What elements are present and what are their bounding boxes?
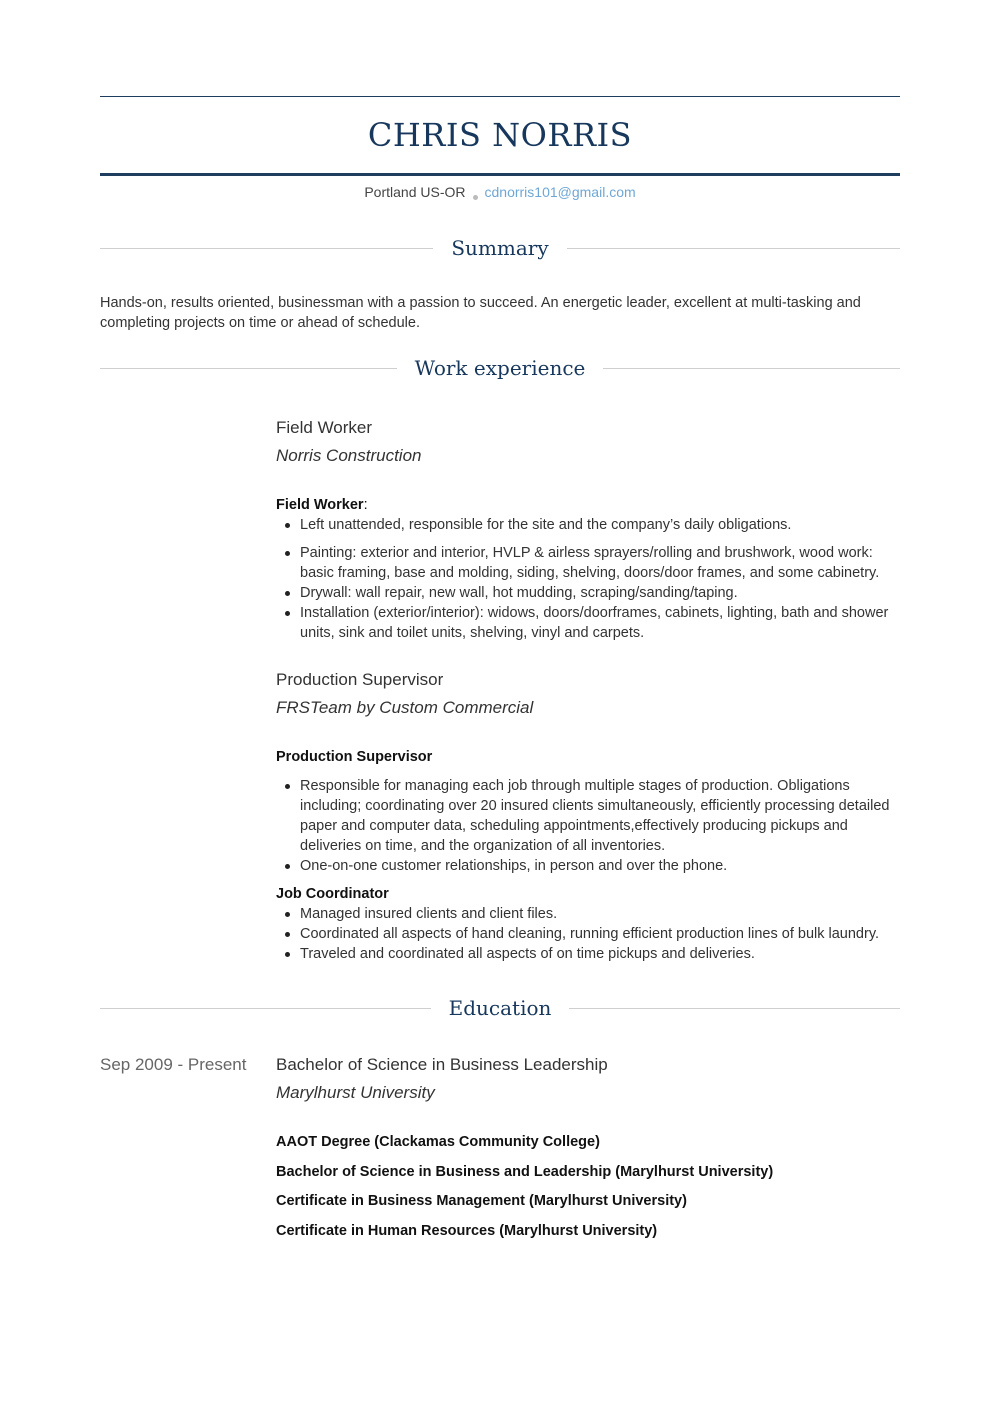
role-label: Production Supervisor: [276, 749, 433, 765]
school-name: Marylhurst University: [276, 1083, 435, 1102]
education-date: Sep 2009 - Present: [100, 1055, 247, 1074]
education-item: Certificate in Human Resources (Marylhurst University): [276, 1223, 658, 1239]
duties-list: [276, 904, 900, 964]
contact-line: [100, 183, 900, 201]
education-item: Certificate in Business Management (Marylhurst University): [276, 1193, 687, 1209]
role-label: Job Coordinator: [276, 886, 389, 902]
list-item: Painting: exterior and interior, HVLP & airless sprayers/rolling and brushwork, wood work: basic framing, base and molding, siding, shelving, doors/door frames, and some cabinetry.: [300, 543, 900, 583]
summary-text: Hands-on, results oriented, businessman with a passion to succeed. An energetic leader, excellent at multi-tasking and completing projects on time or ahead of schedule.: [100, 295, 861, 331]
job-entry: [276, 668, 900, 964]
header-top-rule: [100, 96, 900, 97]
work-title: Work experience: [414, 356, 586, 380]
education-entry: [100, 1053, 900, 1241]
list-item: Managed insured clients and client files.: [300, 904, 900, 924]
role-label-colon: :: [363, 497, 368, 513]
header-bottom-rule: [100, 173, 900, 176]
job-company: Norris Construction: [276, 446, 422, 465]
list-item: Traveled and coordinated all aspects of on time pickups and deliveries.: [300, 944, 900, 964]
job-title: Field Worker: [276, 418, 373, 437]
list-item: Left unattended, responsible for the site and the company’s daily obligations.: [300, 515, 900, 535]
degree-title: Bachelor of Science in Business Leadership: [276, 1055, 608, 1074]
candidate-name: CHRIS NORRIS: [367, 116, 633, 154]
summary-title: Summary: [451, 236, 549, 260]
education-title: Education: [448, 996, 552, 1020]
divider: [100, 368, 397, 369]
summary-section-heading: [100, 235, 900, 261]
job-title: Production Supervisor: [276, 670, 444, 689]
list-item: Coordinated all aspects of hand cleaning, running efficient production lines of bulk laundry.: [300, 924, 900, 944]
job-company: FRSTeam by Custom Commercial: [276, 698, 534, 717]
education-item: Bachelor of Science in Business and Leadership (Marylhurst University): [276, 1164, 774, 1180]
divider: [567, 248, 900, 249]
resume-page: [100, 96, 900, 1241]
work-section-heading: [100, 355, 900, 381]
duties-list: [276, 515, 900, 643]
location-text: Portland US-OR: [364, 184, 466, 200]
education-item: AAOT Degree (Clackamas Community College): [276, 1134, 600, 1150]
divider: [569, 1008, 900, 1009]
divider: [100, 1008, 431, 1009]
role-label-text: Field Worker: [276, 497, 364, 513]
education-section-heading: [100, 995, 900, 1021]
duties-list: [276, 776, 900, 876]
job-entry: [276, 416, 900, 643]
role-label: [276, 495, 900, 515]
email-link[interactable]: cdnorris101@gmail.com: [484, 184, 636, 200]
list-item: Drywall: wall repair, new wall, hot mudding, scraping/sanding/taping.: [300, 583, 900, 603]
list-item: Installation (exterior/interior): widows, doors/doorframes, cabinets, lighting, bath and shower units, sink and toilet units, shelving, vinyl and carpets.: [300, 603, 900, 643]
list-item: One-on-one customer relationships, in person and over the phone.: [300, 856, 900, 876]
divider: [100, 248, 433, 249]
separator-dot-icon: [473, 195, 478, 200]
divider: [603, 368, 900, 369]
education-details: [276, 1053, 900, 1241]
list-item: Responsible for managing each job through multiple stages of production. Obligations including; coordinating over 20 insured clients simultaneously, efficiently processing detailed paper and computer data, scheduling appointments,effectively producing pickups and deliveries on time, and the organization of all inventories.: [300, 776, 900, 856]
